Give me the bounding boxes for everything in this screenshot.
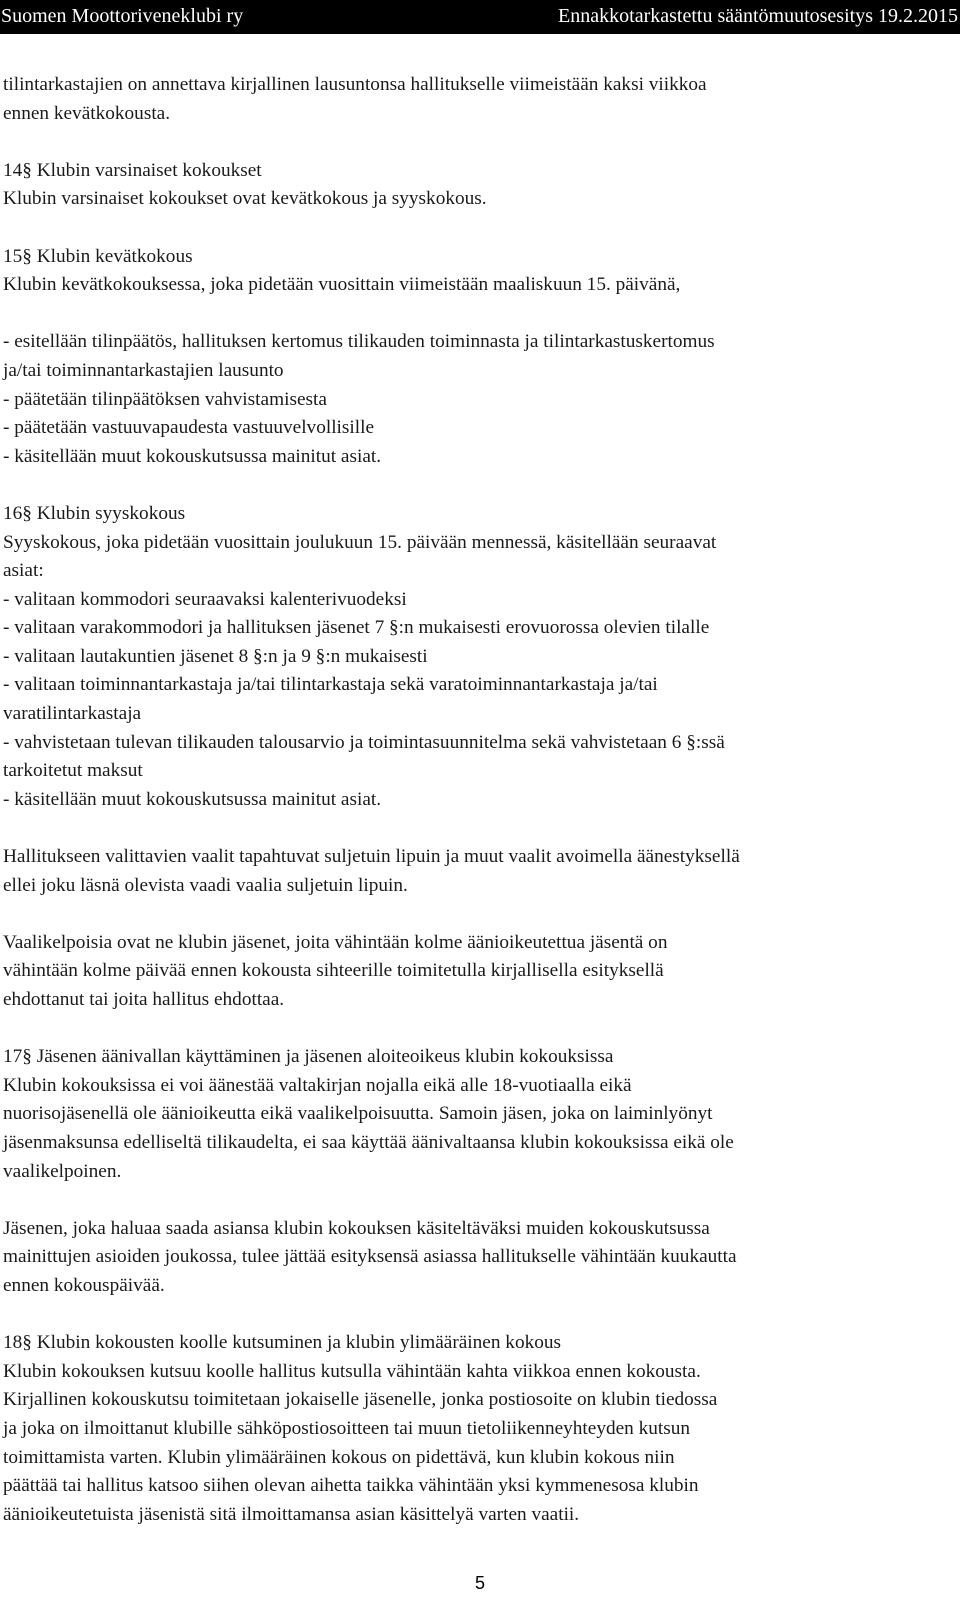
text-line: Klubin kokouksissa ei voi äänestää valtakirjan nojalla eikä alle 18-vuotiaalla eikä	[3, 1074, 632, 1096]
section-15-list	[3, 328, 953, 471]
section-16	[3, 500, 953, 815]
list-item: - valitaan toiminnantarkastaja ja/tai tilintarkastaja sekä varatoiminnantarkastaja ja/tai	[3, 674, 658, 696]
text-line: ennen kevätkokousta.	[3, 102, 171, 124]
text-line: päättää tai hallitus katsoo siihen olevan aihetta taikka vähintään yksi kymmenesosa klubin	[3, 1475, 699, 1497]
page-number: 5	[474, 1573, 485, 1593]
list-item: - käsitellään muut kokouskutsussa mainitut asiat.	[3, 788, 382, 810]
section-heading: 17§ Jäsenen äänivallan käyttäminen ja jäsenen aloiteoikeus klubin kokouksissa	[3, 1046, 614, 1068]
text-line: Hallitukseen valittavien vaalit tapahtuvat suljetuin lipuin ja muut vaalit avoimella äänestyksellä	[3, 846, 740, 868]
text-line: ja joka on ilmoittanut klubille sähköpostiosoitteen tai muun tietoliikenneyhteyden kutsun	[3, 1417, 691, 1439]
list-item: - päätetään tilinpäätöksen vahvistamisesta	[3, 388, 327, 410]
section-heading: 18§ Klubin kokousten koolle kutsuminen ja klubin ylimääräinen kokous	[3, 1332, 562, 1354]
paragraph-member-initiative	[3, 1215, 953, 1301]
section-18	[3, 1329, 953, 1529]
text-line: ennen kokouspäivää.	[3, 1274, 165, 1296]
section-heading: 14§ Klubin varsinaiset kokoukset	[3, 159, 262, 181]
page-header	[0, 0, 960, 34]
list-item: - käsitellään muut kokouskutsussa mainitut asiat.	[3, 445, 382, 467]
text-line: Vaalikelpoisia ovat ne klubin jäsenet, joita vähintään kolme äänioikeutettua jäsentä on	[3, 931, 668, 953]
text-line: ja/tai toiminnantarkastajien lausunto	[3, 359, 284, 381]
list-item: - vahvistetaan tulevan tilikauden talousarvio ja toimintasuunnitelma sekä vahvistetaan 6 §:ssä	[3, 731, 725, 753]
text-line: ehdottanut tai joita hallitus ehdottaa.	[3, 989, 285, 1010]
paragraph-auditor-statement	[3, 71, 953, 128]
text-line: Klubin kevätkokouksessa, joka pidetään vuosittain viimeistään maaliskuun 15. päivänä,	[3, 274, 681, 296]
text-line: Kirjallinen kokouskutsu toimitetaan jokaiselle jäsenelle, jonka postiosoite on klubin tiedossa	[3, 1389, 718, 1411]
header-document-title: Ennakkotarkastettu sääntömuutosesitys 19.2.2015	[558, 5, 958, 27]
text-line: Klubin varsinaiset kokoukset ovat kevätkokous ja syyskokous.	[3, 188, 487, 210]
header-organization: Suomen Moottoriveneklubi ry	[1, 5, 244, 27]
section-15	[3, 243, 953, 300]
section-heading: 16§ Klubin syyskokous	[3, 502, 186, 524]
text-line: asiat:	[3, 560, 44, 582]
list-item: - valitaan lautakuntien jäsenet 8 §:n ja 9 §:n mukaisesti	[3, 645, 428, 667]
paragraph-elections	[3, 843, 953, 900]
text-line: tilintarkastajien on annettava kirjallinen lausuntonsa hallitukselle viimeistään kaksi viikkoa	[3, 74, 707, 95]
text-line: Syyskokous, joka pidetään vuosittain joulukuun 15. päivään mennessä, käsitellään seuraavat	[3, 531, 717, 553]
section-17	[3, 1043, 953, 1186]
text-line: Jäsenen, joka haluaa saada asiansa klubin kokouksen käsiteltäväksi muiden kokouskutsussa	[3, 1217, 710, 1239]
paragraph-eligibility	[3, 929, 953, 1015]
text-line: ellei joku läsnä olevista vaadi vaalia suljetuin lipuin.	[3, 874, 408, 896]
list-item: - päätetään vastuuvapaudesta vastuuvelvollisille	[3, 417, 375, 439]
text-line: jäsenmaksunsa edelliseltä tilikaudelta, ei saa käyttää äänivaltaansa klubin kokouksissa eikä ole	[3, 1131, 734, 1153]
text-line: vähintään kolme päivää ennen kokousta sihteerille toimitetulla kirjallisella esityksellä	[3, 960, 664, 982]
text-line: vaalikelpoinen.	[3, 1160, 122, 1182]
list-item: - valitaan kommodori seuraavaksi kalenterivuodeksi	[3, 588, 407, 610]
text-line: - esitellään tilinpäätös, hallituksen kertomus tilikauden toiminnasta ja tilintarkastuskertomus	[3, 331, 715, 353]
text-line: nuorisojäsenellä ole äänioikeutta eikä vaalikelpoisuutta. Samoin jäsen, joka on laiminlyönyt	[3, 1103, 713, 1125]
text-line: Klubin kokouksen kutsuu koolle hallitus kutsulla vähintään kahta viikkoa ennen kokousta.	[3, 1360, 701, 1382]
text-line: toimittamista varten. Klubin ylimääräinen kokous on pidettävä, kun klubin kokous niin	[3, 1446, 675, 1468]
section-14	[3, 157, 953, 214]
text-line: äänioikeutetuista jäsenistä sitä ilmoittamansa asian käsittelyä varten vaatii.	[3, 1503, 580, 1525]
text-line: varatilintarkastaja	[3, 703, 142, 725]
section-heading: 15§ Klubin kevätkokous	[3, 245, 193, 267]
text-line: tarkoitetut maksut	[3, 760, 143, 782]
list-item: - valitaan varakommodori ja hallituksen jäsenet 7 §:n mukaisesti erovuorossa olevien tilalle	[3, 617, 710, 639]
text-line: mainittujen asioiden joukossa, tulee jättää esityksensä asiassa hallitukselle vähintään kuukautta	[3, 1246, 737, 1268]
document-body	[3, 71, 953, 1558]
